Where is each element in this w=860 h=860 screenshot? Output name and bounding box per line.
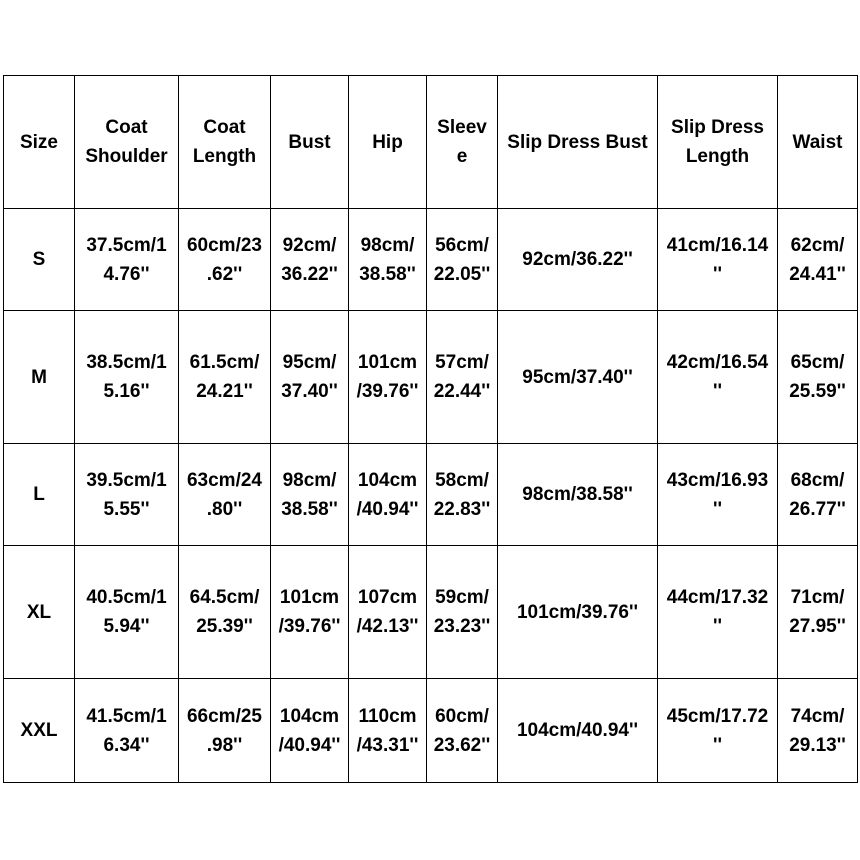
coat-shoulder-value-line-2: 5.16'' [103, 381, 150, 402]
hip-value-line-1: 104cm [357, 469, 418, 491]
bust-value-line-2: 38.58'' [281, 498, 338, 520]
bust-value-line-1: 98cm/ [282, 469, 337, 491]
coat-length-value-line-2: 25.39'' [196, 616, 253, 637]
waist-value-line-1: 71cm/ [790, 587, 845, 608]
hip-value-line-1: 101cm [357, 352, 418, 373]
coat-shoulder-value-line-1: 37.5cm/1 [86, 234, 167, 256]
size-cell [4, 679, 75, 783]
waist-cell [778, 311, 858, 444]
sleeve-value-line-2: 22.05'' [433, 263, 491, 285]
slip-dress-length-cell [658, 444, 778, 546]
header-row [4, 76, 858, 209]
slip-dress-bust-value-line-1: 101cm/39.76'' [516, 601, 639, 623]
slip-dress-length-value-line-2: '' [712, 263, 723, 285]
coat-shoulder-value-line-2: 4.76'' [103, 263, 150, 285]
coat-length-value-line-2: .98'' [206, 734, 243, 756]
size-label: M [31, 366, 47, 388]
slip-dress-length-value-line-2: '' [712, 616, 723, 637]
slip-dress-bust-cell [498, 546, 658, 679]
slip-dress-length-value-line-1: 43cm/16.93 [666, 469, 769, 491]
size-label: L [33, 484, 45, 505]
coat-length-value-line-1: 64.5cm/ [189, 587, 260, 608]
header-slip-dress-bust [498, 76, 658, 209]
header-sleeve-line-1: Sleev [437, 117, 487, 138]
table-row [4, 546, 858, 679]
header-hip-label: Hip [372, 131, 403, 153]
bust-cell [271, 444, 349, 546]
waist-value-line-1: 62cm/ [790, 234, 845, 256]
header-coat-length [179, 76, 271, 209]
hip-value-line-1: 98cm/ [360, 234, 415, 256]
sleeve-cell [427, 679, 498, 783]
coat-shoulder-value-line-2: 6.34'' [103, 734, 150, 756]
sleeve-value-line-1: 58cm/ [435, 469, 489, 491]
slip-dress-length-value-line-2: '' [712, 498, 723, 520]
bust-cell [271, 311, 349, 444]
coat-shoulder-value-line-2: 5.94'' [103, 616, 150, 637]
coat-shoulder-value-line-1: 41.5cm/1 [86, 705, 167, 727]
size-cell [4, 546, 75, 679]
coat-length-cell [179, 444, 271, 546]
coat-length-cell [179, 311, 271, 444]
sleeve-cell [427, 444, 498, 546]
coat-length-value-line-1: 66cm/25 [186, 705, 262, 727]
slip-dress-bust-cell [498, 444, 658, 546]
hip-cell [349, 311, 427, 444]
slip-dress-bust-value-line-1: 92cm/36.22'' [522, 249, 633, 270]
slip-dress-bust-cell [498, 209, 658, 311]
slip-dress-length-value-line-1: 44cm/17.32 [666, 587, 769, 608]
header-coat-shoulder-line-1: Coat [105, 117, 148, 138]
hip-value-line-2: /42.13'' [356, 616, 419, 637]
coat-shoulder-value-line-1: 38.5cm/1 [86, 352, 167, 373]
waist-value-line-2: 29.13'' [789, 734, 846, 756]
sleeve-cell [427, 209, 498, 311]
coat-shoulder-value-line-1: 40.5cm/1 [86, 587, 167, 608]
coat-length-cell [179, 679, 271, 783]
coat-shoulder-cell [75, 311, 179, 444]
header-bust-label: Bust [288, 131, 331, 153]
coat-shoulder-cell [75, 546, 179, 679]
slip-dress-length-value-line-2: '' [712, 734, 723, 756]
bust-cell [271, 546, 349, 679]
hip-value-line-2: /39.76'' [356, 381, 419, 402]
bust-value-line-1: 92cm/ [282, 234, 337, 256]
sleeve-value-line-1: 60cm/ [435, 705, 489, 727]
hip-value-line-2: 38.58'' [359, 263, 416, 285]
slip-dress-bust-cell [498, 679, 658, 783]
bust-value-line-2: /39.76'' [278, 616, 341, 637]
header-waist [778, 76, 858, 209]
header-coat-shoulder [75, 76, 179, 209]
header-size-label: Size [19, 131, 59, 153]
table-row [4, 311, 858, 444]
table-row [4, 209, 858, 311]
header-bust [271, 76, 349, 209]
hip-value-line-2: /43.31'' [356, 734, 419, 756]
header-sleeve [427, 76, 498, 209]
header-coat-length-line-1: Coat [203, 117, 246, 138]
waist-cell [778, 679, 858, 783]
slip-dress-length-cell [658, 546, 778, 679]
table-row [4, 444, 858, 546]
header-sleeve-line-2: e [456, 146, 468, 167]
waist-value-line-2: 24.41'' [789, 263, 846, 285]
sleeve-value-line-2: 22.83'' [433, 498, 491, 520]
slip-dress-bust-value-line-1: 104cm/40.94'' [516, 720, 639, 741]
header-size [4, 76, 75, 209]
header-waist-label: Waist [792, 131, 843, 153]
coat-length-value-line-2: .62'' [206, 263, 243, 285]
waist-value-line-1: 68cm/ [790, 469, 845, 491]
coat-length-value-line-1: 63cm/24 [186, 469, 262, 491]
table-row [4, 679, 858, 783]
waist-cell [778, 444, 858, 546]
hip-value-line-2: /40.94'' [356, 498, 419, 520]
waist-value-line-2: 25.59'' [789, 381, 846, 402]
slip-dress-bust-value-line-1: 98cm/38.58'' [522, 484, 633, 505]
hip-value-line-1: 110cm [358, 705, 417, 727]
coat-length-value-line-1: 61.5cm/ [189, 352, 260, 373]
coat-length-cell [179, 209, 271, 311]
size-label: XXL [20, 720, 58, 741]
coat-length-value-line-1: 60cm/23 [186, 234, 262, 256]
header-slip-dress-length [658, 76, 778, 209]
sleeve-cell [427, 311, 498, 444]
bust-value-line-1: 104cm [279, 705, 340, 727]
sleeve-value-line-2: 23.62'' [433, 734, 491, 756]
sleeve-value-line-1: 56cm/ [435, 234, 489, 256]
slip-dress-length-cell [658, 209, 778, 311]
bust-value-line-2: 37.40'' [281, 381, 338, 402]
size-cell [4, 311, 75, 444]
slip-dress-length-value-line-2: '' [712, 381, 723, 402]
size-label: XL [26, 601, 52, 623]
sleeve-value-line-1: 57cm/ [435, 352, 489, 373]
coat-shoulder-cell [75, 209, 179, 311]
hip-cell [349, 444, 427, 546]
bust-value-line-1: 95cm/ [282, 352, 337, 373]
waist-value-line-2: 26.77'' [789, 498, 846, 520]
slip-dress-length-value-line-1: 45cm/17.72 [666, 705, 769, 727]
header-slip-dress-bust-label: Slip Dress Bust [507, 131, 648, 153]
sleeve-value-line-2: 22.44'' [433, 381, 491, 402]
size-label: S [32, 249, 46, 270]
coat-length-value-line-2: .80'' [206, 498, 243, 520]
coat-length-value-line-2: 24.21'' [196, 381, 253, 402]
sleeve-value-line-1: 59cm/ [435, 587, 489, 608]
bust-cell [271, 679, 349, 783]
slip-dress-length-value-line-1: 41cm/16.14 [666, 234, 769, 256]
waist-cell [778, 546, 858, 679]
sleeve-cell [427, 546, 498, 679]
bust-value-line-2: /40.94'' [278, 734, 341, 756]
bust-cell [271, 209, 349, 311]
header-coat-length-line-2: Length [192, 146, 257, 167]
header-hip [349, 76, 427, 209]
slip-dress-length-cell [658, 679, 778, 783]
coat-length-cell [179, 546, 271, 679]
sleeve-value-line-2: 23.23'' [433, 616, 491, 637]
slip-dress-length-value-line-1: 42cm/16.54 [666, 352, 769, 373]
slip-dress-bust-value-line-1: 95cm/37.40'' [522, 366, 633, 388]
size-cell [4, 209, 75, 311]
waist-value-line-1: 65cm/ [790, 352, 845, 373]
waist-value-line-1: 74cm/ [790, 705, 845, 727]
coat-shoulder-cell [75, 679, 179, 783]
size-chart-table [3, 75, 858, 783]
size-rows [4, 209, 858, 783]
hip-cell [349, 209, 427, 311]
header-coat-shoulder-line-2: Shoulder [85, 146, 168, 167]
coat-shoulder-value-line-1: 39.5cm/1 [86, 469, 167, 491]
waist-cell [778, 209, 858, 311]
header-slip-dress-length-line-1: Slip Dress [671, 117, 764, 138]
bust-value-line-1: 101cm [279, 587, 340, 608]
bust-value-line-2: 36.22'' [281, 263, 338, 285]
size-cell [4, 444, 75, 546]
hip-value-line-1: 107cm [357, 587, 418, 608]
header-slip-dress-length-line-2: Length [685, 146, 750, 167]
slip-dress-bust-cell [498, 311, 658, 444]
hip-cell [349, 679, 427, 783]
coat-shoulder-value-line-2: 5.55'' [103, 498, 150, 520]
waist-value-line-2: 27.95'' [789, 616, 846, 637]
coat-shoulder-cell [75, 444, 179, 546]
hip-cell [349, 546, 427, 679]
slip-dress-length-cell [658, 311, 778, 444]
